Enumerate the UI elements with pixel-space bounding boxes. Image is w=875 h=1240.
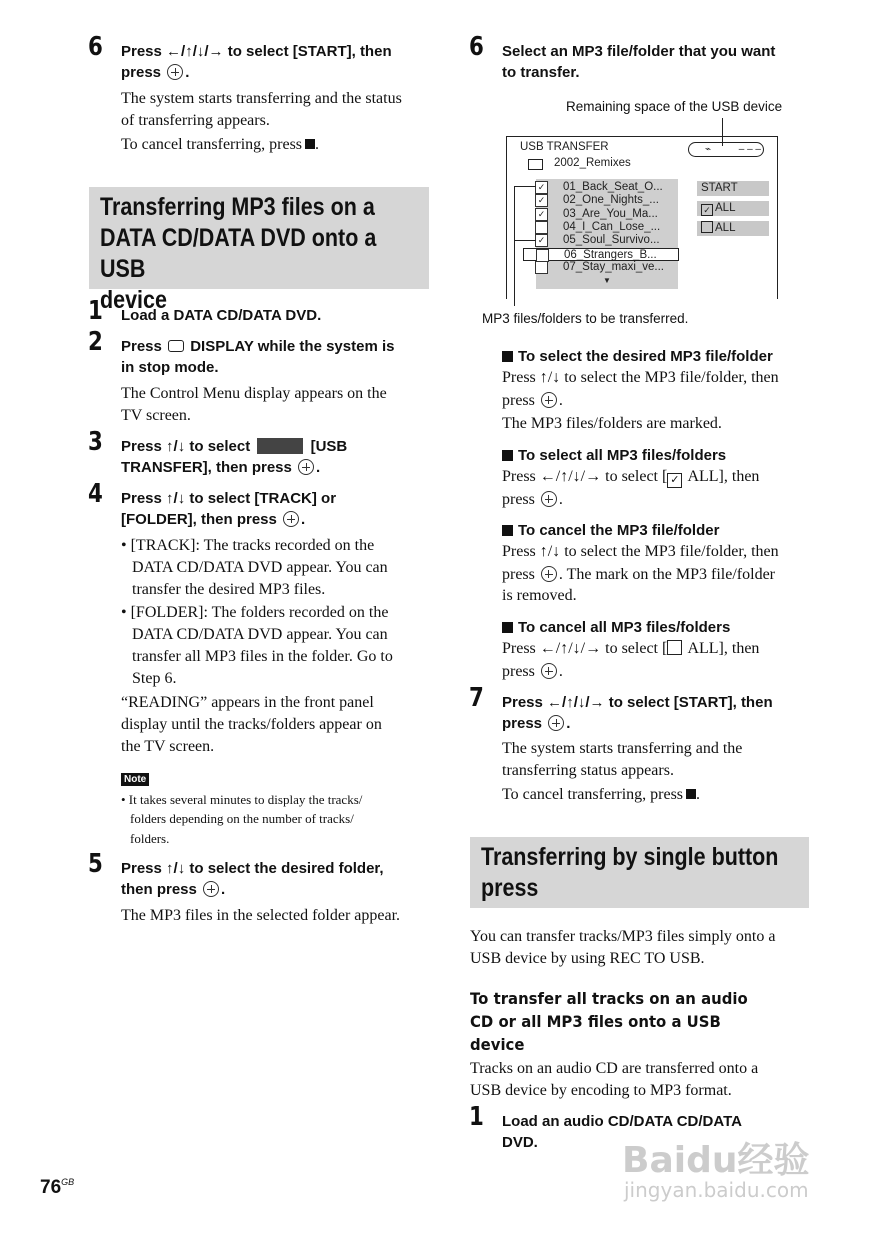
screen-title: USB TRANSFER bbox=[520, 141, 609, 153]
bullet-text: DATA CD/DATA DVD appear. You can bbox=[132, 559, 388, 576]
body-text: USB device by encoding to MP3 format. bbox=[470, 1082, 732, 1099]
file-name: 02_One_Nights_... bbox=[563, 194, 659, 207]
note-text: folders. bbox=[130, 831, 170, 846]
body-text: the TV screen. bbox=[121, 738, 215, 755]
body-text: Tracks on an audio CD are transferred onto a bbox=[470, 1060, 759, 1077]
checkbox-checked-icon[interactable]: ✓ bbox=[535, 234, 548, 247]
subsection-heading: To transfer all tracks on an audio CD or all MP3 files onto a USB device bbox=[470, 989, 748, 1054]
step-heading: Load a DATA CD/DATA DVD. bbox=[121, 307, 322, 324]
body-text: Press ←/↑/↓/→ to select [ ALL], then bbox=[502, 640, 760, 657]
callout-remaining-space: Remaining space of the USB device bbox=[566, 99, 783, 114]
body-text: Press ↑/↓ to select the MP3 file/folder, then bbox=[502, 369, 779, 386]
step-number: 1 bbox=[88, 296, 103, 326]
bullet-text: • [TRACK]: The tracks recorded on the bbox=[121, 537, 375, 554]
body-text: USB device by using REC TO USB. bbox=[470, 950, 705, 967]
body-text: is removed. bbox=[502, 587, 577, 604]
step-heading: TRANSFER], then press . bbox=[121, 459, 321, 476]
file-list-item[interactable] bbox=[536, 221, 678, 234]
body-text: The Control Menu display appears on the bbox=[121, 385, 387, 402]
note-text: folders depending on the number of tracks/ bbox=[130, 811, 354, 826]
usb-icon: ⌁ bbox=[705, 144, 712, 155]
body-text: display until the tracks/folders appear on bbox=[121, 716, 382, 733]
file-list-item[interactable] bbox=[536, 194, 678, 207]
enter-button-icon bbox=[167, 64, 183, 80]
enter-button-icon bbox=[541, 663, 557, 679]
subheading: To select all MP3 files/folders bbox=[502, 445, 726, 466]
file-name: 05_Soul_Survivo... bbox=[563, 234, 660, 247]
checkbox-empty-icon bbox=[667, 640, 682, 655]
bullet-text: • [FOLDER]: The folders recorded on the bbox=[121, 604, 389, 621]
clear-all-button[interactable]: ALL bbox=[697, 221, 769, 236]
file-list-item[interactable] bbox=[523, 248, 679, 261]
step-heading: Select an MP3 file/folder that you want bbox=[502, 43, 776, 60]
bullet-text: Step 6. bbox=[132, 670, 177, 687]
step-number: 6 bbox=[469, 32, 484, 62]
body-text: The MP3 files in the selected folder appear. bbox=[121, 907, 401, 924]
section-heading-box bbox=[470, 837, 809, 908]
step-heading: DVD. bbox=[502, 1134, 538, 1151]
enter-button-icon bbox=[541, 491, 557, 507]
section-heading-box bbox=[89, 187, 429, 314]
page-number: $76^{GB}$ bbox=[40, 1177, 75, 1198]
start-button[interactable]: START bbox=[697, 181, 769, 196]
body-text: press . bbox=[502, 392, 563, 409]
step-heading: in stop mode. bbox=[121, 359, 219, 376]
checkbox-empty-icon[interactable] bbox=[535, 221, 548, 234]
checkbox-checked-icon[interactable]: ✓ bbox=[535, 194, 548, 207]
file-name: 06_Strangers_B... bbox=[564, 248, 657, 261]
step-number: 2 bbox=[88, 327, 103, 357]
section-title: Transferring MP3 files on a DATA CD/DATA DVD onto a USB device bbox=[100, 193, 377, 314]
usb-transfer-icon bbox=[257, 438, 303, 454]
bullet-text: transfer the desired MP3 files. bbox=[132, 581, 326, 598]
current-folder: 2002_Remixes bbox=[554, 157, 631, 169]
scroll-down-icon[interactable]: ▼ bbox=[603, 276, 611, 285]
note-label: Note bbox=[121, 773, 149, 786]
body-text: Press ↑/↓ to select the MP3 file/folder, then bbox=[502, 543, 779, 560]
step-number: 4 bbox=[88, 479, 103, 509]
enter-button-icon bbox=[541, 566, 557, 582]
file-name: 04_I_Can_Lose_... bbox=[563, 220, 661, 233]
body-text: of transferring appears. bbox=[121, 112, 270, 129]
callout-line bbox=[514, 186, 536, 187]
bullet-text: transfer all MP3 files in the folder. Go to bbox=[132, 648, 393, 665]
body-text: The system starts transferring and the bbox=[502, 740, 743, 757]
file-name: 03_Are_You_Ma... bbox=[563, 207, 658, 220]
step-heading: Press ↑/↓ to select the desired folder, bbox=[121, 860, 384, 877]
step-heading: to transfer. bbox=[502, 64, 580, 81]
watermark-url: jingyan.baidu.com bbox=[624, 1178, 809, 1202]
subheading: To select the desired MP3 file/folder bbox=[502, 346, 773, 367]
bullet-text: DATA CD/DATA DVD appear. You can bbox=[132, 626, 388, 643]
checkbox-empty-icon[interactable] bbox=[535, 261, 548, 274]
callout-line bbox=[514, 186, 515, 306]
checkbox-empty-icon[interactable] bbox=[536, 249, 549, 262]
section-title: Transferring by single button press bbox=[481, 843, 779, 902]
body-text: transferring status appears. bbox=[502, 762, 674, 779]
checkbox-checked-icon[interactable]: ✓ bbox=[535, 181, 548, 194]
step-number: 5 bbox=[88, 849, 103, 879]
step-heading: Press ←/↑/↓/→ to select [START], then bbox=[121, 43, 392, 60]
enter-button-icon bbox=[203, 881, 219, 897]
file-list-item[interactable] bbox=[536, 234, 678, 247]
step-number: 3 bbox=[88, 427, 103, 457]
remaining-space-indicator: ⌁ – – – bbox=[688, 142, 764, 157]
body-text: press . bbox=[502, 663, 563, 680]
step-heading: press . bbox=[502, 715, 571, 732]
watermark-logo: Baidu经验 bbox=[622, 1140, 810, 1181]
body-text: To cancel transferring, press . bbox=[121, 136, 320, 153]
step-number: 7 bbox=[469, 683, 484, 713]
note-text: • It takes several minutes to display the tracks/ bbox=[121, 792, 363, 807]
step-number: 6 bbox=[88, 32, 103, 62]
body-text: You can transfer tracks/MP3 files simply onto a bbox=[470, 928, 776, 945]
body-text: “READING” appears in the front panel bbox=[121, 694, 374, 711]
checkbox-checked-icon[interactable]: ✓ bbox=[535, 208, 548, 221]
enter-button-icon bbox=[541, 392, 557, 408]
enter-button-icon bbox=[298, 459, 314, 475]
step-heading: Press ←/↑/↓/→ to select [START], then bbox=[502, 694, 773, 711]
step-heading: [FOLDER], then press . bbox=[121, 511, 306, 528]
select-all-button[interactable]: ✓ ALL bbox=[697, 201, 769, 216]
enter-button-icon bbox=[548, 715, 564, 731]
callout-line bbox=[514, 240, 536, 241]
step-heading: Press ↑/↓ to select [USB bbox=[121, 438, 348, 455]
display-button-icon bbox=[168, 340, 184, 352]
checkbox-checked-icon: ✓ bbox=[667, 473, 682, 488]
step-heading: then press . bbox=[121, 881, 226, 898]
file-list-item[interactable] bbox=[536, 208, 678, 221]
usb-transfer-screen bbox=[506, 136, 778, 299]
file-list-item[interactable] bbox=[536, 261, 678, 274]
body-text: TV screen. bbox=[121, 407, 191, 424]
step-number: 1 bbox=[469, 1102, 484, 1132]
subheading: To cancel the MP3 file/folder bbox=[502, 520, 719, 541]
file-name: 07_Stay_maxi_ve... bbox=[563, 260, 665, 273]
file-list[interactable] bbox=[536, 179, 678, 289]
file-list-item[interactable] bbox=[536, 181, 678, 194]
stop-button-icon bbox=[305, 139, 315, 149]
folder-icon bbox=[528, 159, 543, 170]
step-heading: Press DISPLAY while the system is bbox=[121, 338, 395, 355]
body-text: The MP3 files/folders are marked. bbox=[502, 415, 722, 432]
body-text: The system starts transferring and the status bbox=[121, 90, 402, 107]
enter-button-icon bbox=[283, 511, 299, 527]
body-text: Press ←/↑/↓/→ to select [ ✓ ALL], then bbox=[502, 468, 760, 486]
file-name: 01_Back_Seat_O... bbox=[563, 181, 663, 193]
body-text: press . The mark on the MP3 file/folder bbox=[502, 566, 775, 583]
subheading: To cancel all MP3 files/folders bbox=[502, 617, 730, 638]
step-heading: press . bbox=[121, 64, 190, 81]
callout-line bbox=[722, 118, 723, 146]
step-heading: Press ↑/↓ to select [TRACK] or bbox=[121, 490, 337, 507]
stop-button-icon bbox=[686, 789, 696, 799]
body-text: press . bbox=[502, 491, 563, 508]
step-heading: Load an audio CD/DATA CD/DATA bbox=[502, 1113, 742, 1130]
body-text: To cancel transferring, press . bbox=[502, 786, 701, 803]
callout-files-to-transfer: MP3 files/folders to be transferred. bbox=[482, 311, 689, 326]
